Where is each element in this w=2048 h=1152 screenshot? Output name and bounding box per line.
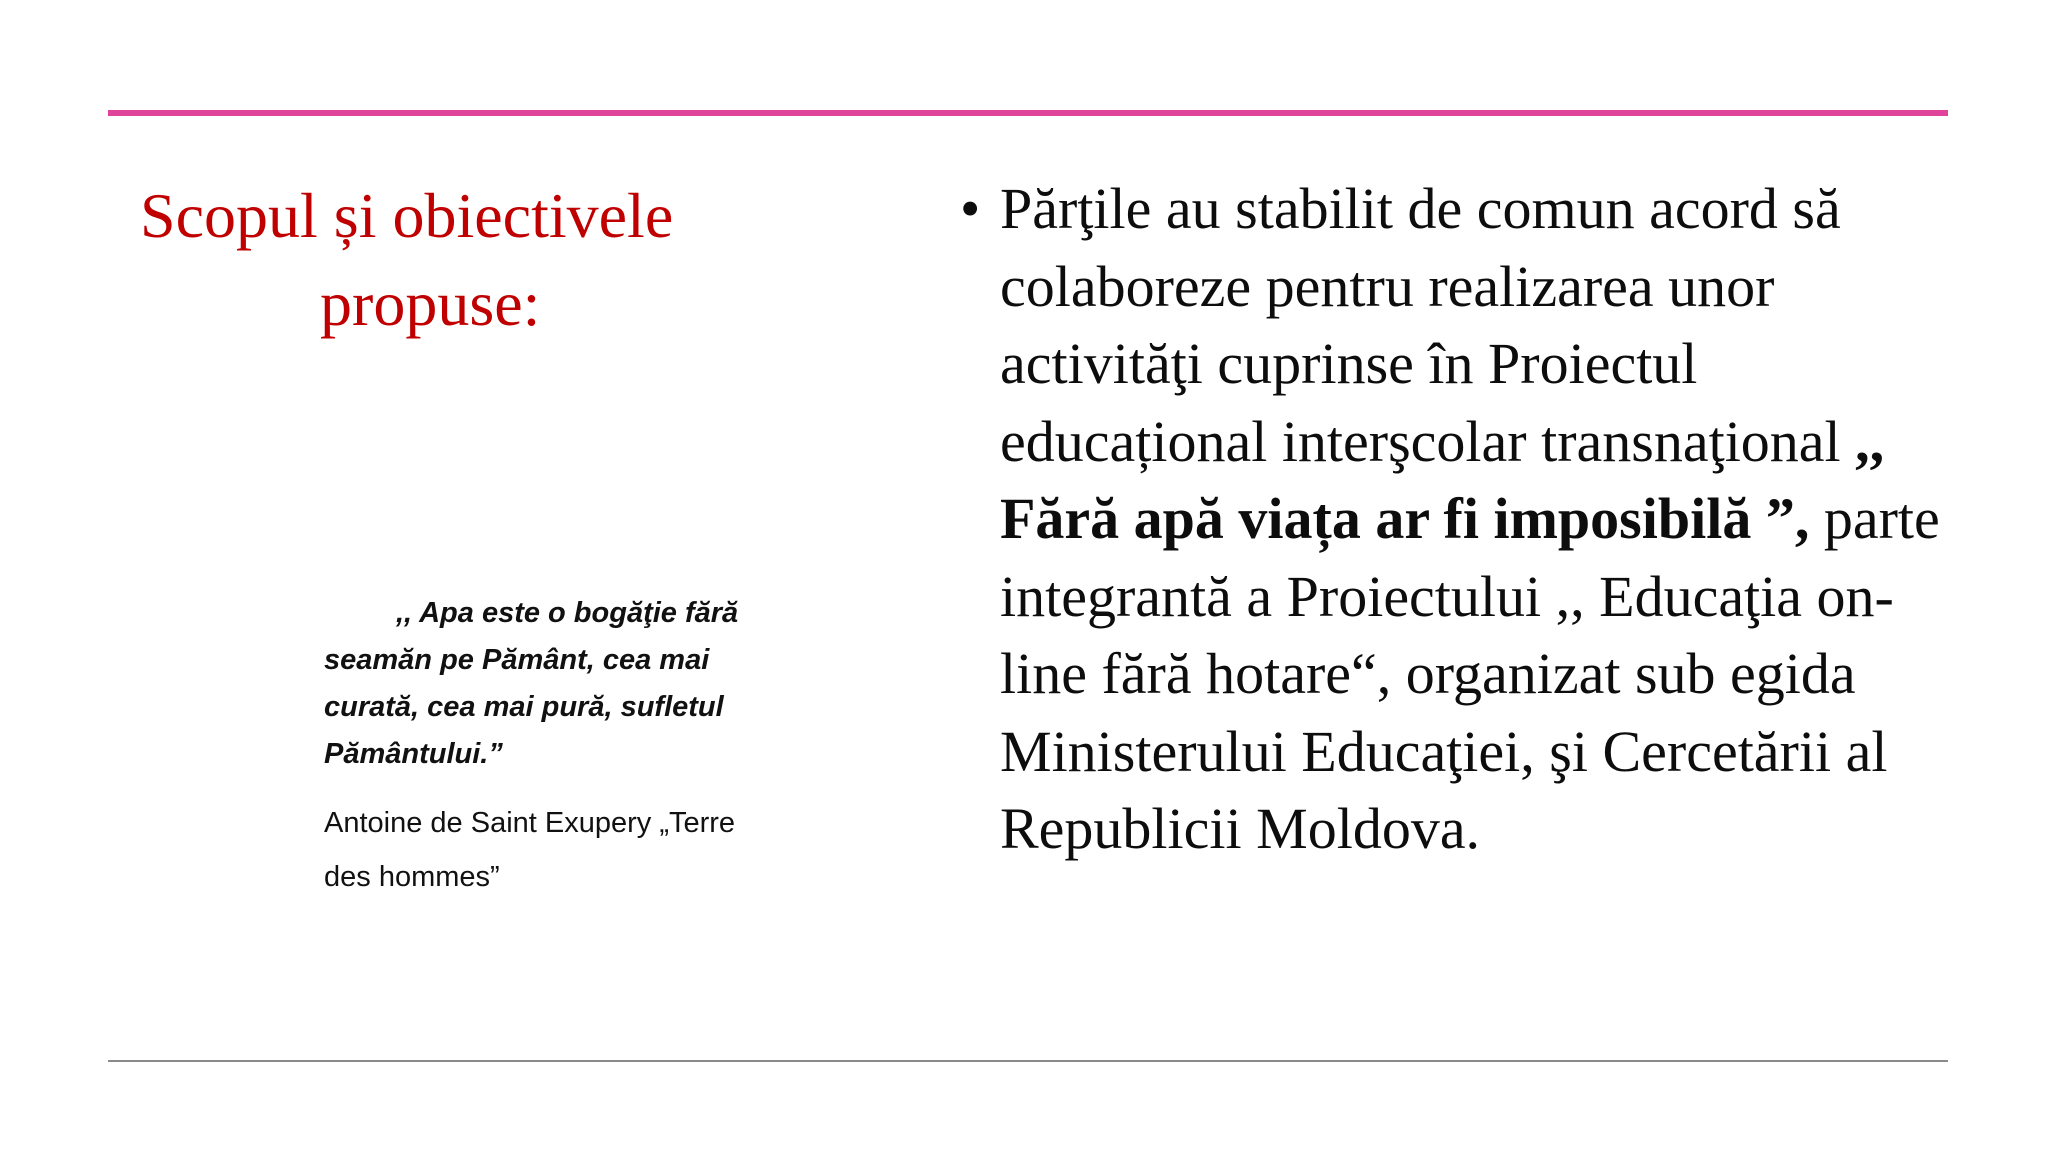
body-text-part-2: parte integrantă a Proiectului ,, Educaţia on-line fără hotare“, organizat sub egida Ministerului Educaţiei, şi Cercetării al Republicii Moldova. [1000,486,1940,861]
bottom-divider-line [108,1060,1948,1062]
body-text-part-1: Părţile au stabilit de comun acord să colaboreze pentru realizarea unor activităţi cuprinse în Proiectul educațional interşcolar transnaţional [1000,176,1856,474]
content-bullet [960,170,1960,868]
top-accent-line [108,110,1948,116]
bullet-icon: • [960,176,981,241]
title-line-1: Scopul și obiectivele [140,180,674,251]
title-line-2: propuse: [320,268,541,339]
project-name-bold: ,, Fără apă viața ar fi imposibilă ”, [1000,408,1885,551]
quote-attribution: Antoine de Saint Exupery „Terre des hommes” [324,807,736,893]
quote-text: ,, Apa este o bogăţie fără seamăn pe Pământ, cea mai curată, cea mai pură, sufletul Pământului.” [324,597,739,770]
slide-title [140,172,740,348]
bullet-paragraph [960,170,1960,868]
